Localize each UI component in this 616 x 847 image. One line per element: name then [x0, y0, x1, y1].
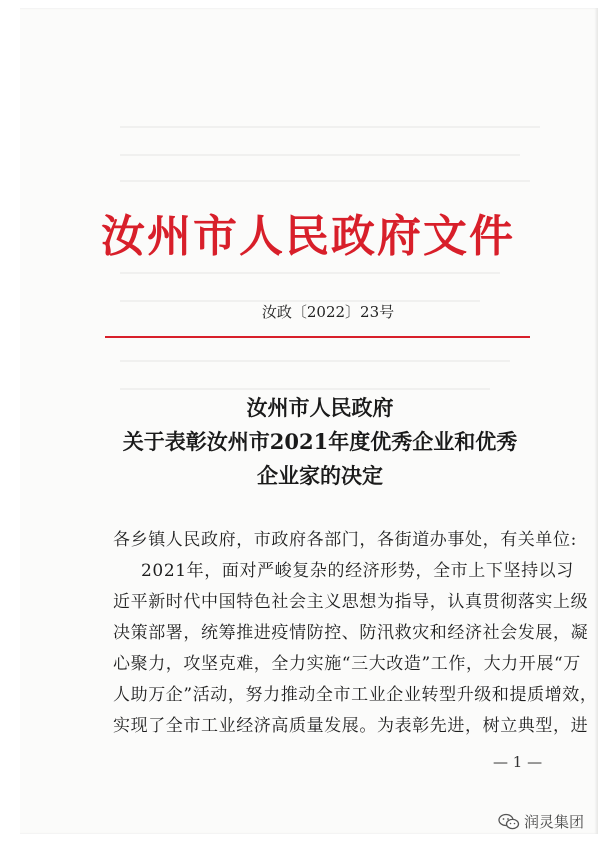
- body-line-1: 2021年，面对严峻复杂的经济形势，全市上下坚持以习: [141, 561, 574, 581]
- document-title: 汝州市人民政府文件: [101, 211, 515, 262]
- bleed-through-line: [120, 126, 540, 128]
- heading-line-2: 关于表彰汝州市2021年度优秀企业和优秀: [122, 429, 518, 454]
- addressee-line: 各乡镇人民政府，市政府各部门，各街道办事处，有关单位:: [113, 530, 577, 550]
- heading-line-1: 汝州市人民政府: [246, 395, 394, 420]
- body-line-4: 心聚力，攻坚克难，全力实施“三大改造”工作，大力开展“万: [113, 654, 581, 674]
- source-watermark: [498, 811, 584, 832]
- watermark-label: 润灵集团: [524, 813, 585, 831]
- body-line-2: 近平新时代中国特色社会主义思想为指导，认真贯彻落实上级: [113, 592, 589, 612]
- bleed-through-line: [120, 154, 520, 156]
- bleed-through-line: [120, 272, 500, 274]
- bleed-through-line: [120, 388, 490, 390]
- body-line-3: 决策部署，统筹推进疫情防控、防汛救灾和经济社会发展，凝: [113, 623, 589, 643]
- document-number: 汝政〔2022〕23号: [261, 303, 395, 321]
- body-line-5: 人助万企”活动，努力推动全市工业企业转型升级和提质增效，: [113, 685, 598, 705]
- wechat-icon: [498, 813, 520, 831]
- page-number: — 1 —: [493, 753, 543, 771]
- body-line-6: 实现了全市工业经济高质量发展。为表彰先进，树立典型，进: [113, 716, 589, 736]
- bleed-through-line: [120, 180, 530, 182]
- bleed-through-line: [120, 360, 510, 362]
- heading-line-3: 企业家的决定: [257, 463, 383, 488]
- red-divider-rule: [105, 336, 530, 338]
